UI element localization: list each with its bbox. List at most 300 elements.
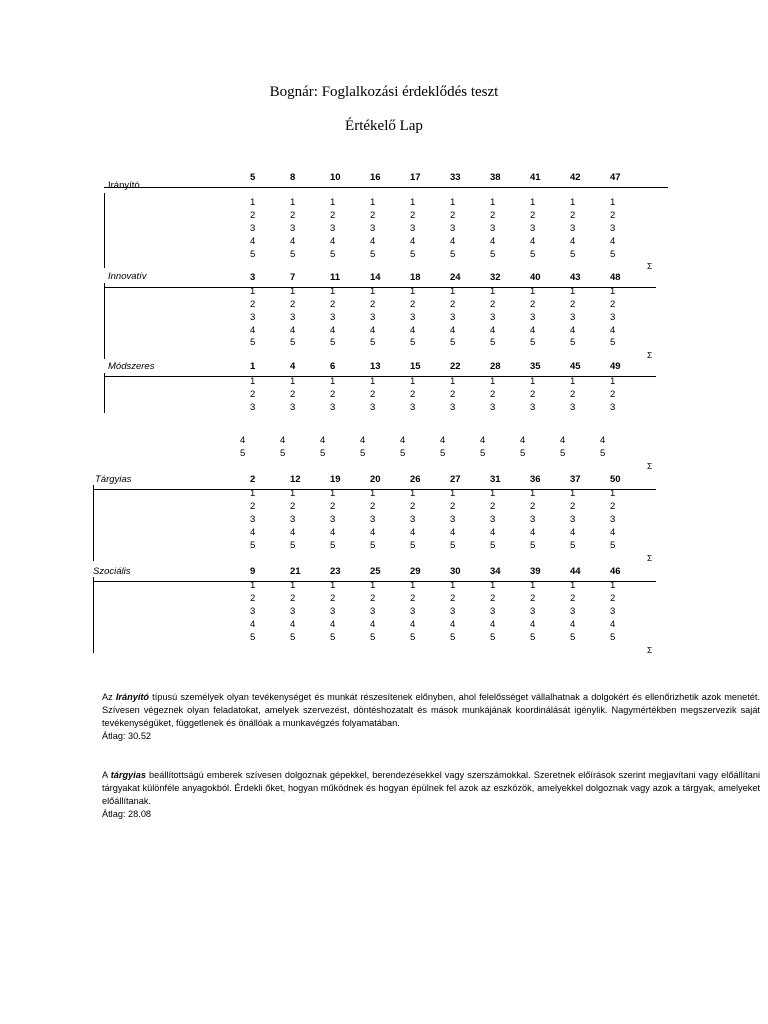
- score-option: 4: [240, 435, 246, 446]
- score-option: 5: [410, 249, 416, 260]
- score-option: 3: [330, 606, 336, 617]
- score-option: 2: [330, 389, 336, 400]
- item-number: 26: [410, 474, 421, 485]
- score-option: 2: [570, 210, 576, 221]
- section-label: Tárgyias: [95, 474, 132, 485]
- score-option: 3: [450, 402, 456, 413]
- score-option: 3: [490, 606, 496, 617]
- score-option: 1: [290, 488, 296, 499]
- score-option: 4: [410, 236, 416, 247]
- score-option: 5: [280, 448, 286, 459]
- score-option: 1: [570, 197, 576, 208]
- score-option: 3: [290, 402, 296, 413]
- score-option: 2: [570, 501, 576, 512]
- score-option: 3: [410, 223, 416, 234]
- score-option: 4: [370, 325, 376, 336]
- score-option: 1: [570, 580, 576, 591]
- score-option: 5: [480, 448, 486, 459]
- item-number: 50: [610, 474, 621, 485]
- score-option: 1: [370, 488, 376, 499]
- score-option: 5: [370, 632, 376, 643]
- score-option: 2: [370, 389, 376, 400]
- score-option: 2: [250, 210, 256, 221]
- score-option: 5: [250, 540, 256, 551]
- score-option: 4: [370, 619, 376, 630]
- score-option: 2: [370, 593, 376, 604]
- score-option: 4: [560, 435, 566, 446]
- score-option: 5: [250, 632, 256, 643]
- item-number: 25: [370, 566, 381, 577]
- score-option: 5: [530, 540, 536, 551]
- score-option: 2: [330, 593, 336, 604]
- score-option: 2: [530, 593, 536, 604]
- item-number: 43: [570, 272, 581, 283]
- score-option: 2: [530, 389, 536, 400]
- item-number: 22: [450, 361, 461, 372]
- item-number: 49: [610, 361, 621, 372]
- item-number: 29: [410, 566, 421, 577]
- score-option: 5: [330, 540, 336, 551]
- score-option: 4: [570, 236, 576, 247]
- section-left-border: [104, 283, 105, 359]
- score-option: 5: [610, 249, 616, 260]
- score-option: 1: [370, 580, 376, 591]
- item-number: 14: [370, 272, 381, 283]
- score-option: 2: [250, 299, 256, 310]
- score-option: 4: [530, 527, 536, 538]
- score-option: 4: [440, 435, 446, 446]
- item-number: 31: [490, 474, 501, 485]
- score-option: 2: [410, 299, 416, 310]
- score-option: 2: [570, 299, 576, 310]
- score-option: 1: [370, 376, 376, 387]
- score-option: 1: [250, 197, 256, 208]
- score-option: 5: [360, 448, 366, 459]
- score-option: 1: [330, 580, 336, 591]
- section-label: Módszeres: [108, 361, 155, 372]
- score-option: 5: [410, 540, 416, 551]
- score-option: 2: [530, 501, 536, 512]
- score-option: 1: [450, 197, 456, 208]
- score-option: 5: [250, 337, 256, 348]
- score-option: 1: [330, 197, 336, 208]
- item-number: 34: [490, 566, 501, 577]
- score-option: 4: [570, 619, 576, 630]
- item-number: 45: [570, 361, 581, 372]
- score-option: 4: [490, 527, 496, 538]
- item-number: 40: [530, 272, 541, 283]
- score-option: 4: [400, 435, 406, 446]
- item-number: 15: [410, 361, 421, 372]
- description-prefix: A: [102, 770, 111, 780]
- average-value: Átlag: 28.08: [102, 809, 152, 819]
- score-option: 4: [610, 619, 616, 630]
- score-option: 5: [490, 249, 496, 260]
- score-option: 3: [570, 606, 576, 617]
- score-option: 1: [450, 580, 456, 591]
- score-option: 1: [250, 488, 256, 499]
- score-option: 2: [290, 299, 296, 310]
- score-option: 3: [370, 223, 376, 234]
- description-targyias: [102, 769, 760, 821]
- item-number: 6: [330, 361, 336, 372]
- score-option: 2: [490, 389, 496, 400]
- score-option: 3: [570, 223, 576, 234]
- score-option: 3: [530, 312, 536, 323]
- score-option: 2: [290, 210, 296, 221]
- score-option: 1: [290, 286, 296, 297]
- score-option: 3: [490, 223, 496, 234]
- section-left-border: [93, 577, 94, 653]
- score-option: 5: [560, 448, 566, 459]
- score-option: 3: [290, 312, 296, 323]
- item-number: 30: [450, 566, 461, 577]
- score-option: 4: [250, 325, 256, 336]
- score-option: 4: [530, 325, 536, 336]
- item-number: 41: [530, 172, 541, 183]
- score-option: 2: [330, 299, 336, 310]
- item-number: 47: [610, 172, 621, 183]
- score-option: 2: [450, 299, 456, 310]
- score-option: 2: [570, 389, 576, 400]
- score-option: 5: [570, 337, 576, 348]
- score-option: 1: [530, 197, 536, 208]
- score-option: 2: [330, 501, 336, 512]
- item-number: 5: [250, 172, 256, 183]
- score-option: 2: [570, 593, 576, 604]
- sum-symbol: Σ: [647, 461, 653, 471]
- score-option: 4: [410, 325, 416, 336]
- score-option: 3: [290, 514, 296, 525]
- score-option: 5: [290, 540, 296, 551]
- score-option: 5: [570, 249, 576, 260]
- score-option: 1: [530, 488, 536, 499]
- item-number: 36: [530, 474, 541, 485]
- description-prefix: Az: [102, 692, 116, 702]
- description-iranyito: [102, 691, 760, 743]
- item-number: 4: [290, 361, 296, 372]
- score-option: 5: [330, 249, 336, 260]
- score-option: 4: [330, 527, 336, 538]
- score-option: 3: [410, 312, 416, 323]
- score-option: 4: [610, 527, 616, 538]
- item-number: 7: [290, 272, 296, 283]
- score-option: 1: [410, 286, 416, 297]
- score-option: 5: [520, 448, 526, 459]
- score-option: 2: [610, 389, 616, 400]
- section-left-border: [104, 193, 105, 268]
- score-option: 1: [450, 376, 456, 387]
- score-option: 4: [610, 325, 616, 336]
- score-option: 1: [250, 286, 256, 297]
- score-option: 2: [530, 299, 536, 310]
- score-option: 5: [320, 448, 326, 459]
- score-option: 4: [530, 236, 536, 247]
- score-option: 3: [250, 402, 256, 413]
- item-number: 2: [250, 474, 256, 485]
- sum-symbol: Σ: [647, 261, 653, 271]
- item-number: 24: [450, 272, 461, 283]
- score-option: 3: [530, 223, 536, 234]
- score-option: 4: [330, 619, 336, 630]
- score-option: 2: [290, 389, 296, 400]
- score-option: 5: [290, 632, 296, 643]
- item-number: 44: [570, 566, 581, 577]
- score-option: 5: [370, 337, 376, 348]
- score-option: 5: [330, 337, 336, 348]
- score-option: 5: [610, 540, 616, 551]
- score-option: 4: [450, 619, 456, 630]
- score-option: 4: [410, 619, 416, 630]
- score-option: 5: [450, 540, 456, 551]
- score-option: 1: [410, 376, 416, 387]
- item-number: 3: [250, 272, 256, 283]
- score-option: 2: [610, 299, 616, 310]
- item-number: 38: [490, 172, 501, 183]
- score-option: 3: [290, 223, 296, 234]
- score-option: 4: [410, 527, 416, 538]
- score-option: 1: [250, 376, 256, 387]
- score-option: 4: [250, 619, 256, 630]
- page-title: Bognár: Foglalkozási érdeklődés teszt: [269, 84, 499, 100]
- score-option: 3: [570, 312, 576, 323]
- item-number: 11: [330, 272, 341, 283]
- score-option: 4: [250, 527, 256, 538]
- score-option: 1: [290, 376, 296, 387]
- score-option: 2: [610, 593, 616, 604]
- score-option: 4: [600, 435, 606, 446]
- score-option: 5: [490, 540, 496, 551]
- score-option: 4: [280, 435, 286, 446]
- score-option: 5: [490, 632, 496, 643]
- score-option: 4: [320, 435, 326, 446]
- section-label: Irányító: [108, 180, 140, 191]
- score-option: 5: [370, 540, 376, 551]
- score-option: 1: [490, 376, 496, 387]
- item-number: 9: [250, 566, 256, 577]
- score-option: 3: [570, 402, 576, 413]
- score-option: 1: [410, 197, 416, 208]
- sum-symbol: Σ: [647, 553, 653, 563]
- score-option: 5: [290, 249, 296, 260]
- score-option: 5: [440, 448, 446, 459]
- score-option: 2: [610, 210, 616, 221]
- item-number: 17: [410, 172, 421, 183]
- item-number: 27: [450, 474, 461, 485]
- score-option: 4: [360, 435, 366, 446]
- score-option: 1: [530, 376, 536, 387]
- score-option: 1: [570, 286, 576, 297]
- score-option: 3: [610, 402, 616, 413]
- score-option: 2: [290, 593, 296, 604]
- score-option: 1: [530, 580, 536, 591]
- score-option: 4: [450, 527, 456, 538]
- score-option: 3: [490, 402, 496, 413]
- section-left-border: [104, 373, 105, 413]
- score-option: 1: [570, 376, 576, 387]
- score-option: 1: [290, 197, 296, 208]
- score-option: 5: [410, 337, 416, 348]
- item-number: 18: [410, 272, 421, 283]
- item-number: 19: [330, 474, 341, 485]
- score-option: 1: [410, 580, 416, 591]
- score-option: 3: [530, 402, 536, 413]
- item-number: 20: [370, 474, 381, 485]
- item-number: 39: [530, 566, 541, 577]
- score-option: 3: [610, 514, 616, 525]
- score-option: 1: [450, 488, 456, 499]
- score-option: 4: [450, 236, 456, 247]
- score-option: 2: [410, 389, 416, 400]
- score-option: 5: [610, 337, 616, 348]
- score-option: 3: [450, 223, 456, 234]
- score-option: 2: [370, 299, 376, 310]
- score-option: 3: [330, 312, 336, 323]
- score-option: 5: [570, 540, 576, 551]
- score-option: 2: [490, 210, 496, 221]
- score-option: 2: [370, 501, 376, 512]
- score-option: 3: [370, 606, 376, 617]
- score-option: 3: [610, 312, 616, 323]
- page-subtitle: Értékelő Lap: [345, 118, 423, 134]
- item-number: 10: [330, 172, 341, 183]
- score-option: 2: [290, 501, 296, 512]
- score-option: 1: [290, 580, 296, 591]
- score-option: 1: [410, 488, 416, 499]
- item-number: 48: [610, 272, 621, 283]
- score-option: 4: [290, 527, 296, 538]
- score-option: 5: [530, 632, 536, 643]
- item-number: 16: [370, 172, 381, 183]
- score-option: 2: [490, 593, 496, 604]
- score-option: 4: [450, 325, 456, 336]
- score-option: 3: [410, 514, 416, 525]
- score-option: 4: [290, 619, 296, 630]
- score-option: 1: [610, 197, 616, 208]
- score-option: 3: [450, 606, 456, 617]
- score-option: 3: [530, 606, 536, 617]
- score-option: 3: [250, 606, 256, 617]
- score-option: 3: [330, 223, 336, 234]
- score-option: 5: [600, 448, 606, 459]
- score-option: 4: [330, 236, 336, 247]
- score-option: 4: [610, 236, 616, 247]
- score-option: 3: [450, 312, 456, 323]
- score-option: 1: [370, 286, 376, 297]
- score-option: 1: [330, 286, 336, 297]
- description-term: tárgyias: [110, 770, 146, 780]
- score-option: 1: [330, 376, 336, 387]
- score-option: 2: [370, 210, 376, 221]
- score-option: 2: [450, 501, 456, 512]
- score-option: 1: [490, 488, 496, 499]
- item-number: 23: [330, 566, 341, 577]
- score-option: 2: [450, 210, 456, 221]
- score-option: 4: [370, 236, 376, 247]
- score-option: 2: [490, 501, 496, 512]
- score-option: 2: [250, 501, 256, 512]
- item-number: 8: [290, 172, 296, 183]
- score-option: 1: [490, 286, 496, 297]
- score-option: 1: [610, 286, 616, 297]
- score-option: 2: [410, 501, 416, 512]
- score-option: 2: [530, 210, 536, 221]
- score-option: 5: [250, 249, 256, 260]
- score-option: 3: [250, 312, 256, 323]
- score-option: 5: [410, 632, 416, 643]
- score-option: 5: [450, 632, 456, 643]
- item-number: 13: [370, 361, 381, 372]
- score-option: 5: [450, 249, 456, 260]
- score-option: 1: [610, 376, 616, 387]
- score-option: 3: [250, 223, 256, 234]
- sum-symbol: Σ: [647, 350, 653, 360]
- score-option: 1: [490, 197, 496, 208]
- item-number: 21: [290, 566, 301, 577]
- score-option: 3: [490, 514, 496, 525]
- section-label: Innovatív: [108, 271, 147, 282]
- score-option: 2: [410, 210, 416, 221]
- score-option: 5: [610, 632, 616, 643]
- score-option: 2: [610, 501, 616, 512]
- score-option: 3: [610, 606, 616, 617]
- score-option: 4: [570, 527, 576, 538]
- score-option: 2: [450, 593, 456, 604]
- score-option: 3: [330, 514, 336, 525]
- score-option: 4: [570, 325, 576, 336]
- average-value: Átlag: 30.52: [102, 731, 152, 741]
- score-option: 4: [490, 619, 496, 630]
- item-number: 37: [570, 474, 581, 485]
- score-option: 4: [370, 527, 376, 538]
- score-option: 1: [370, 197, 376, 208]
- score-option: 5: [240, 448, 246, 459]
- score-option: 3: [570, 514, 576, 525]
- score-option: 2: [450, 389, 456, 400]
- score-option: 5: [530, 249, 536, 260]
- score-option: 4: [250, 236, 256, 247]
- score-option: 5: [370, 249, 376, 260]
- score-option: 4: [290, 236, 296, 247]
- score-option: 1: [450, 286, 456, 297]
- item-number: 28: [490, 361, 501, 372]
- score-option: 2: [490, 299, 496, 310]
- section-divider-line: [104, 187, 668, 188]
- score-option: 3: [410, 606, 416, 617]
- score-option: 1: [250, 580, 256, 591]
- score-option: 3: [450, 514, 456, 525]
- score-option: 5: [450, 337, 456, 348]
- score-option: 5: [400, 448, 406, 459]
- score-option: 5: [530, 337, 536, 348]
- item-number: 1: [250, 361, 256, 372]
- score-option: 4: [330, 325, 336, 336]
- score-option: 3: [370, 402, 376, 413]
- description-term: Irányító: [115, 692, 150, 702]
- score-option: 4: [490, 236, 496, 247]
- score-option: 2: [330, 210, 336, 221]
- score-option: 4: [490, 325, 496, 336]
- score-option: 3: [370, 312, 376, 323]
- score-option: 1: [490, 580, 496, 591]
- score-option: 5: [570, 632, 576, 643]
- score-option: 4: [530, 619, 536, 630]
- score-option: 4: [520, 435, 526, 446]
- item-number: 42: [570, 172, 581, 183]
- score-option: 1: [530, 286, 536, 297]
- score-option: 5: [330, 632, 336, 643]
- item-number: 32: [490, 272, 501, 283]
